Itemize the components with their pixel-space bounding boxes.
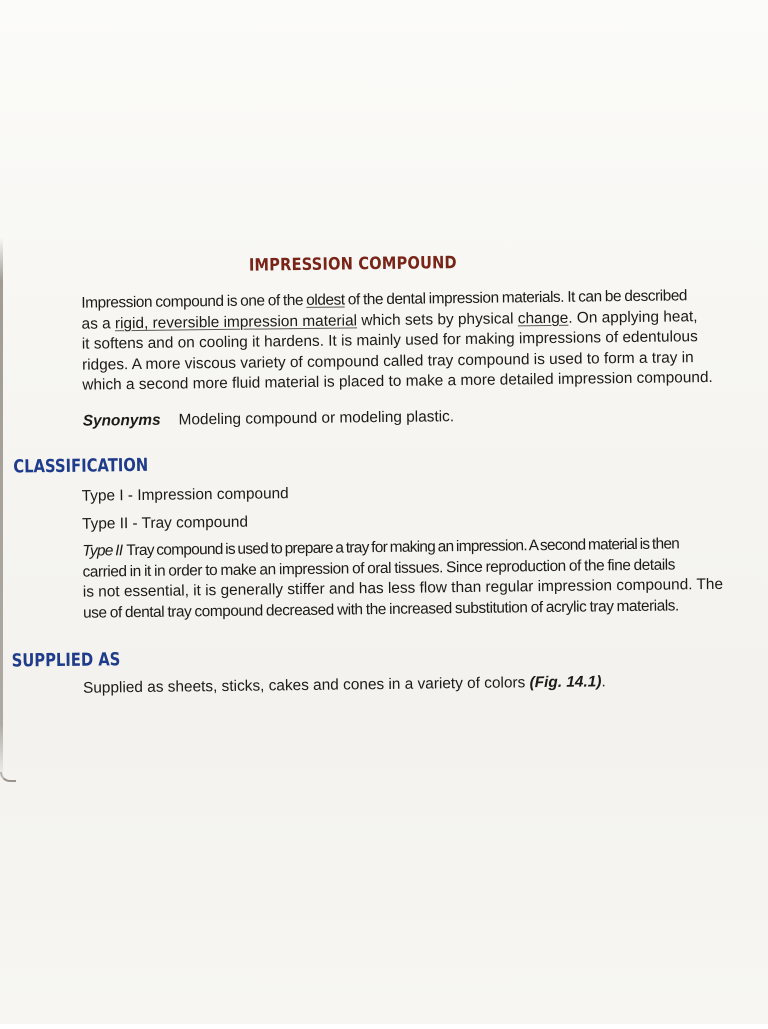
- intro-line-4: ridges. A more viscous variety of compound called tray compound is used to form a tray in: [81, 348, 694, 374]
- section-heading-classification: CLASSIFICATION: [13, 454, 149, 478]
- text-segment: Impression compound is one of the: [81, 291, 307, 312]
- type-2-line: Type II - Tray compound: [81, 513, 249, 533]
- underlined-word: oldest: [306, 291, 345, 309]
- type-2-paragraph: [82, 534, 723, 624]
- section-heading-supplied: SUPPLIED AS: [11, 649, 121, 672]
- supplied-text: [83, 673, 606, 697]
- figure-reference: (Fig. 14.1): [529, 673, 602, 692]
- text-segment: which sets by physical: [356, 309, 518, 329]
- text-segment: of the dental impression materials. It can be described: [344, 287, 688, 309]
- type-lead-label: Type II: [82, 542, 123, 560]
- underlined-phrase: rigid, reversible impression material: [114, 311, 358, 332]
- synonyms-text: Modeling compound or modeling plastic.: [178, 408, 455, 429]
- synonyms-line: [83, 408, 455, 431]
- type-para-line-3: is not essential, it is generally stiffer and has less flow than regular impression compound. The: [82, 576, 724, 601]
- page-title: IMPRESSION COMPOUND: [248, 253, 457, 276]
- intro-paragraph: [81, 286, 713, 397]
- text-segment: as a: [81, 314, 116, 333]
- text-segment: . On applying heat,: [568, 307, 698, 327]
- text-segment: Supplied as sheets, sticks, cakes and cones in a variety of colors: [82, 674, 530, 697]
- intro-line-5: which a second more fluid material is placed to make a more detailed impression compound.: [82, 369, 713, 395]
- intro-line-3: it softens and on cooling it hardens. It is mainly used for making impressions of edentulous: [81, 328, 698, 353]
- underlined-word: change: [517, 309, 569, 327]
- type-para-line-4: use of dental tray compound decreased with the increased substitution of acrylic tray materials.: [83, 597, 679, 622]
- type-1-line: Type I - Impression compound: [81, 485, 289, 505]
- text-segment: Tray compound is used to prepare a tray for making an impression. A second material is then: [126, 535, 680, 560]
- synonyms-label: Synonyms: [82, 411, 161, 430]
- type-para-line-2: carried in it in order to make an impression of oral tissues. Since reproduction of the fine details: [82, 556, 676, 581]
- text-segment: .: [601, 673, 606, 691]
